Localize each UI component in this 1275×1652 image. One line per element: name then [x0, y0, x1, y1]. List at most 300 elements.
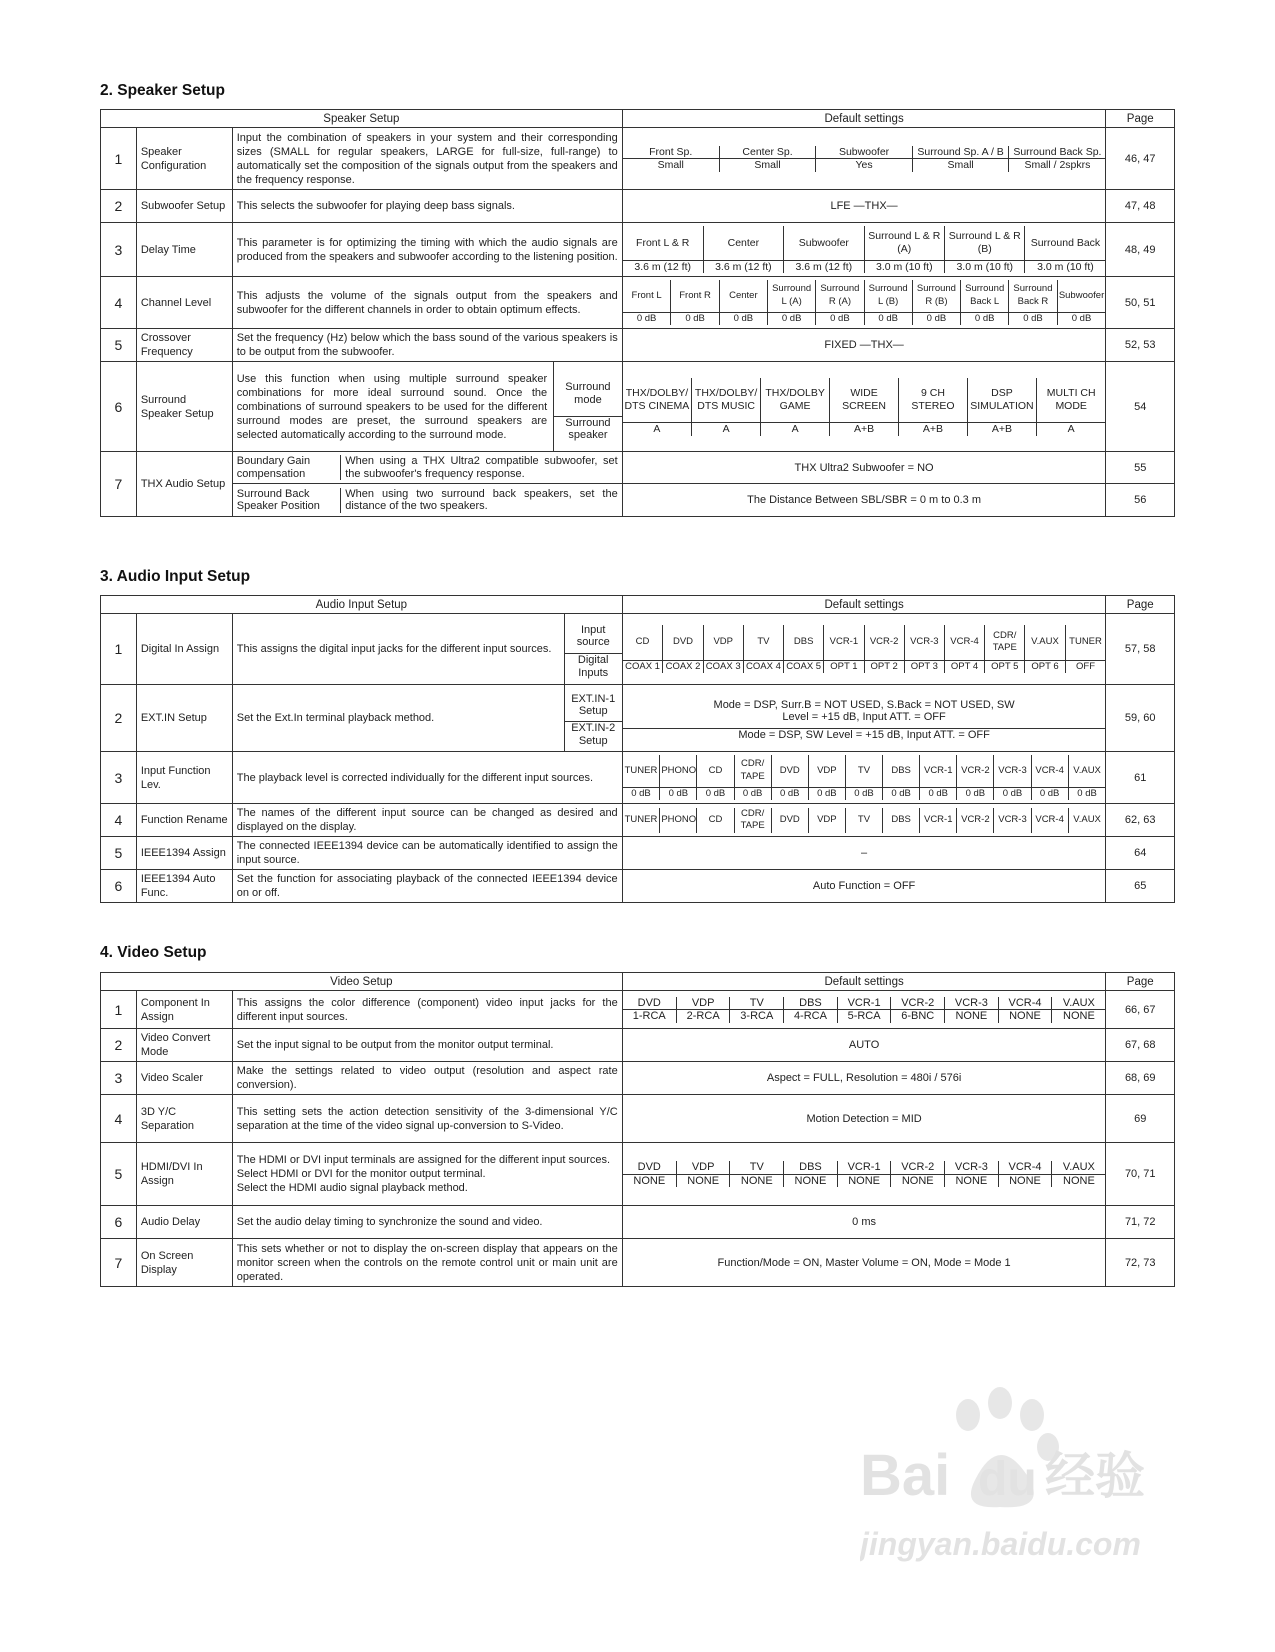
cell-value: NONE [837, 1174, 891, 1187]
video-setup-table [100, 972, 1175, 1287]
column-header: Front R [671, 280, 719, 312]
cell-value: 0 dB [808, 787, 845, 800]
header-page: Page [1106, 973, 1175, 991]
sub-label-ext-in-1: EXT.IN-1 Setup [571, 692, 616, 717]
cell-value: OPT 2 [864, 660, 904, 673]
row-number: 1 [101, 991, 137, 1029]
cell-value: 2-RCA [676, 1010, 730, 1023]
cell-value: Small [912, 159, 1009, 172]
column-header: TUNER [624, 764, 658, 776]
cell-value: NONE [1052, 1010, 1106, 1023]
cell-value: NONE [945, 1010, 999, 1023]
row-description: Input the combination of speakers in your system and their corresponding sizes (SMALL for regular speakers, LARGE for full-size, full-range) to automatically set the composition of the signals output from the speakers and the frequency response. [232, 128, 622, 190]
default-value: LFE —THX— [622, 190, 1106, 223]
default-settings [622, 223, 1106, 277]
column-header: CD [697, 755, 734, 787]
column-header: Surround L & R (B) [945, 226, 1025, 260]
column-header: VCR-2 [957, 808, 994, 833]
row-label: Delay Time [136, 223, 232, 277]
default-settings [622, 991, 1106, 1029]
page-ref: 52, 53 [1106, 329, 1175, 362]
row-number: 6 [101, 362, 137, 452]
row-label: IEEE1394 Assign [136, 837, 232, 870]
cell-value: COAX 1 [623, 660, 663, 673]
cell-value: A [623, 423, 692, 436]
cell-value: A+B [830, 423, 899, 436]
cell-value: 0 dB [771, 787, 808, 800]
page-ref: 70, 71 [1106, 1143, 1175, 1206]
cell-value: OPT 4 [944, 660, 984, 673]
watermark-cn: 经验 [1045, 1448, 1145, 1504]
column-header: VCR-1 [920, 755, 957, 787]
watermark-url: jingyan.baidu.com [860, 1526, 1141, 1562]
page-ref: 57, 58 [1106, 614, 1175, 685]
column-header: THX/DOLBY/ DTS MUSIC [692, 378, 761, 423]
column-header: VDP [703, 625, 743, 660]
default-value: Aspect = FULL, Resolution = 480i / 576i [622, 1062, 1106, 1095]
column-header: DVD [637, 996, 661, 1009]
cell-value: 0 dB [1009, 312, 1057, 325]
cell-value: OPT 6 [1025, 660, 1065, 673]
sub-label-ext-in-2: EXT.IN-2 Setup [565, 722, 622, 748]
column-header: PHONO [660, 755, 697, 787]
row-description: This assigns the digital input jacks for the different input sources. [232, 614, 564, 685]
cell-value: NONE [1052, 1174, 1106, 1187]
table-row [101, 1239, 1175, 1287]
cell-value: NONE [891, 1174, 945, 1187]
column-header: VCR-3 [904, 625, 944, 660]
sub-labels [564, 685, 622, 752]
cell-value: 0 dB [920, 787, 957, 800]
cell-value: A [761, 423, 830, 436]
header-defaults: Default settings [622, 973, 1106, 991]
default-settings [622, 277, 1106, 329]
column-header: VCR-1 [837, 1161, 891, 1174]
sub-row-surround-back-position [232, 484, 622, 517]
column-header: Surround Back R [1009, 280, 1057, 312]
column-header: DVD [771, 755, 808, 787]
table-row [101, 128, 1175, 190]
row-label: Surround Speaker Setup [136, 362, 232, 452]
row-description: Use this function when using multiple surround speaker combinations for more ideal surround sound. Once the combinations of surround speakers to be used for the different surround modes are preset, the surround speakers are selected automatically according to the surround mode. [232, 362, 553, 452]
table-header-row [101, 596, 1175, 614]
page-ref: 62, 63 [1106, 804, 1175, 837]
cell-value: OPT 5 [985, 660, 1025, 673]
row-description: This selects the subwoofer for playing deep bass signals. [232, 190, 622, 223]
column-header: CDR/ TAPE [985, 625, 1025, 660]
header-setup: Video Setup [101, 973, 623, 991]
cell-value: 0 dB [845, 787, 882, 800]
cell-value: 0 dB [697, 787, 734, 800]
column-header: V.AUX [1068, 808, 1105, 833]
row-description: The connected IEEE1394 device can be automatically identified to assign the input source. [232, 837, 622, 870]
cell-value: 3.6 m (12 ft) [703, 260, 783, 273]
page-ref: 72, 73 [1106, 1239, 1175, 1287]
watermark-brand-du: du [978, 1453, 1037, 1506]
watermark-brand: Bai [860, 1443, 951, 1508]
sub-row-boundary-gain [232, 452, 622, 484]
row-label: Component In Assign [136, 991, 232, 1029]
sub-description: When using two surround back speakers, set the distance of the two speakers. [341, 488, 622, 513]
column-header: DBS [784, 1161, 838, 1174]
audio-input-setup-table [100, 595, 1175, 903]
default-value: The Distance Between SBL/SBR = 0 m to 0.3 m [622, 484, 1106, 517]
table-row [101, 484, 1175, 517]
table-header-row [101, 973, 1175, 991]
column-header: TV [730, 1161, 784, 1174]
row-number: 2 [101, 1029, 137, 1062]
table-header-row [101, 110, 1175, 128]
default-settings [622, 685, 1106, 752]
cell-value: 0 dB [623, 312, 671, 325]
column-header: VCR-2 [864, 625, 904, 660]
row-number: 2 [101, 190, 137, 223]
column-header: TV [730, 997, 784, 1010]
column-header: Surround R (B) [912, 280, 960, 312]
row-number: 1 [101, 128, 137, 190]
header-page: Page [1106, 596, 1175, 614]
page-ref: 65 [1106, 870, 1175, 903]
cell-value: 0 dB [1031, 787, 1068, 800]
column-header: CDR/ TAPE [734, 808, 771, 833]
cell-value: 3.6 m (12 ft) [784, 260, 864, 273]
column-header: WIDE SCREEN [830, 378, 899, 423]
column-header: CDR/ TAPE [734, 755, 771, 787]
row-number: 3 [101, 752, 137, 804]
section-title-speaker-setup: 2. Speaker Setup [100, 82, 225, 99]
cell-value: NONE [730, 1174, 784, 1187]
column-header: VCR-2 [957, 755, 994, 787]
table-row [101, 804, 1175, 837]
cell-value: NONE [676, 1174, 730, 1187]
cell-value: 3.0 m (10 ft) [864, 260, 944, 273]
default-value: AUTO [622, 1029, 1106, 1062]
row-number: 6 [101, 870, 137, 903]
cell-value: COAX 5 [784, 660, 824, 673]
column-header: V.AUX [1052, 997, 1106, 1010]
sub-label-input-source: Input source [576, 623, 610, 648]
table-row [101, 614, 1175, 685]
column-header: DVD [771, 808, 808, 833]
row-number: 7 [101, 1239, 137, 1287]
row-description: This setting sets the action detection sensitivity of the 3-dimensional Y/C separation at the time of the video signal up-conversion to S-Video. [232, 1095, 622, 1143]
cell-value: 0 dB [957, 787, 994, 800]
row-number: 7 [101, 452, 137, 517]
table-row [101, 1062, 1175, 1095]
table-row [101, 1206, 1175, 1239]
row-number: 4 [101, 277, 137, 329]
page-ref: 50, 51 [1106, 277, 1175, 329]
default-settings [622, 128, 1106, 190]
row-label: THX Audio Setup [136, 452, 232, 517]
row-number: 1 [101, 614, 137, 685]
row-description: The playback level is corrected individually for the different input sources. [232, 752, 622, 804]
table-row [101, 362, 1175, 452]
default-value: Function/Mode = ON, Master Volume = ON, Mode = Mode 1 [622, 1239, 1106, 1287]
header-defaults: Default settings [622, 596, 1106, 614]
table-row [101, 685, 1175, 752]
row-description: This adjusts the volume of the signals output from the speakers and subwoofer for the different channels in order to obtain optimum effects. [232, 277, 622, 329]
row-label: Audio Delay [136, 1206, 232, 1239]
column-header: DBS [784, 997, 838, 1010]
column-header: Surround L (B) [864, 280, 912, 312]
table-row [101, 190, 1175, 223]
cell-value: 0 dB [768, 312, 816, 325]
header-page: Page [1106, 110, 1175, 128]
cell-value: OFF [1065, 660, 1105, 673]
cell-value: 0 dB [994, 787, 1031, 800]
column-header: Subwoofer [816, 146, 913, 159]
default-settings [622, 362, 1106, 452]
row-label: HDMI/DVI In Assign [136, 1143, 232, 1206]
cell-value: 3.6 m (12 ft) [623, 260, 703, 273]
page-ref: 48, 49 [1106, 223, 1175, 277]
cell-value: 6-BNC [891, 1010, 945, 1023]
cell-value: 0 dB [961, 312, 1009, 325]
column-header: Front Sp. [649, 145, 693, 158]
section-title-audio-input-setup: 3. Audio Input Setup [100, 568, 251, 585]
column-header: PHONO [660, 808, 697, 833]
row-number: 4 [101, 1095, 137, 1143]
column-header: DBS [784, 625, 824, 660]
cell-value: COAX 3 [703, 660, 743, 673]
speaker-setup-table [100, 109, 1175, 517]
column-header: DSP SIMULATION [967, 378, 1036, 423]
column-header: Center [719, 280, 767, 312]
default-settings [622, 804, 1106, 837]
column-header: V.AUX [1052, 1161, 1106, 1174]
column-header: VDP [808, 808, 845, 833]
default-settings [622, 1143, 1106, 1206]
default-settings [622, 752, 1106, 804]
section-title-video-setup: 4. Video Setup [100, 944, 207, 961]
column-header: VCR-3 [994, 808, 1031, 833]
default-value-ext-in-2: Mode = DSP, SW Level = +15 dB, Input ATT. = OFF [623, 728, 1106, 741]
sub-description: When using a THX Ultra2 compatible subwoofer, set the subwoofer's frequency response. [341, 455, 622, 480]
cell-value: OPT 3 [904, 660, 944, 673]
cell-value: Small [719, 159, 816, 172]
row-description [232, 1143, 622, 1206]
page-ref: 59, 60 [1106, 685, 1175, 752]
row-label: 3D Y/C Separation [136, 1095, 232, 1143]
column-header: Surround Back Sp. [1009, 146, 1106, 159]
column-header: VDP [808, 755, 845, 787]
default-value: Auto Function = OFF [622, 870, 1106, 903]
page-ref: 54 [1106, 362, 1175, 452]
column-header: VCR-3 [945, 1161, 999, 1174]
column-header: VCR-1 [824, 625, 864, 660]
table-row [101, 870, 1175, 903]
cell-value: NONE [784, 1174, 838, 1187]
column-header: VCR-4 [998, 997, 1052, 1010]
column-header: Surround Back L [961, 280, 1009, 312]
row-number: 5 [101, 1143, 137, 1206]
default-value: THX Ultra2 Subwoofer = NO [622, 452, 1106, 484]
default-value: 0 ms [622, 1206, 1106, 1239]
cell-value: Small [623, 159, 720, 172]
row-number: 5 [101, 837, 137, 870]
sub-labels [554, 362, 623, 452]
cell-value: 0 dB [660, 787, 697, 800]
table-row [101, 277, 1175, 329]
column-header: VCR-4 [1031, 808, 1068, 833]
column-header: VCR-2 [891, 997, 945, 1010]
row-description: This parameter is for optimizing the timing with which the audio signals are produced from the speakers and subwoofer according to the listening position. [232, 223, 622, 277]
cell-value: 0 dB [912, 312, 960, 325]
column-header: TV [743, 625, 783, 660]
column-header: VCR-2 [891, 1161, 945, 1174]
sub-label: Boundary Gain compensation [236, 455, 311, 480]
column-header: VCR-1 [920, 808, 957, 833]
row-number: 2 [101, 685, 137, 752]
row-description: Set the frequency (Hz) below which the bass sound of the various speakers is to be output from the subwoofer. [232, 329, 622, 362]
default-value: FIXED —THX— [622, 329, 1106, 362]
row-description: Set the audio delay timing to synchronize the sound and video. [232, 1206, 622, 1239]
default-settings [622, 614, 1106, 685]
column-header: Surround Sp. A / B [912, 146, 1009, 159]
column-header: VCR-3 [945, 997, 999, 1010]
column-header: DBS [883, 808, 920, 833]
page-ref: 64 [1106, 837, 1175, 870]
sub-label: Surround Back Speaker Position [236, 487, 320, 512]
cell-value: A+B [967, 423, 1036, 436]
column-header: Center Sp. [719, 146, 816, 159]
row-number: 3 [101, 1062, 137, 1095]
sub-labels [564, 614, 622, 685]
column-header: Subwoofer [784, 226, 864, 260]
column-header: THX/DOLBY/ DTS CINEMA [624, 387, 690, 412]
table-row [101, 991, 1175, 1029]
row-number: 5 [101, 329, 137, 362]
page-ref: 68, 69 [1106, 1062, 1175, 1095]
row-label: Speaker Configuration [136, 128, 232, 190]
page-ref: 55 [1106, 452, 1175, 484]
column-header: VDP [676, 1161, 730, 1174]
header-setup: Speaker Setup [101, 110, 623, 128]
column-header: Surround Back [1025, 226, 1105, 260]
column-header: Surround R (A) [816, 280, 864, 312]
column-header: TUNER [624, 813, 658, 825]
cell-value: NONE [623, 1174, 677, 1187]
column-header: Center [703, 226, 783, 260]
default-value-ext-in-1: Mode = DSP, Surr.B = NOT USED, S.Back = NOT USED, SW Level = +15 dB, Input ATT. = OFF [713, 698, 1015, 724]
cell-value: 0 dB [883, 787, 920, 800]
row-description: The names of the different input source can be changed as desired and displayed on the display. [232, 804, 622, 837]
cell-value: NONE [945, 1174, 999, 1187]
column-header: Front L [631, 289, 662, 301]
table-row [101, 329, 1175, 362]
cell-value: A [692, 423, 761, 436]
row-label: IEEE1394 Auto Func. [136, 870, 232, 903]
cell-value: 1-RCA [623, 1010, 677, 1023]
column-header: VCR-4 [944, 625, 984, 660]
row-label: Video Convert Mode [136, 1029, 232, 1062]
sub-label-digital-inputs: Digital Inputs [565, 654, 622, 680]
sub-label-surround-mode: Surround mode [565, 381, 611, 406]
row-description: Set the Ext.In terminal playback method. [232, 685, 564, 752]
description-line: Select HDMI or DVI for the monitor output terminal. [236, 1168, 486, 1180]
row-label: Function Rename [136, 804, 232, 837]
table-row [101, 1143, 1175, 1206]
column-header: V.AUX [1068, 755, 1105, 787]
row-label: Video Scaler [136, 1062, 232, 1095]
default-value: Motion Detection = MID [622, 1095, 1106, 1143]
row-number: 3 [101, 223, 137, 277]
row-description: Make the settings related to video output (resolution and aspect rate conversion). [232, 1062, 622, 1095]
cell-value: 3-RCA [730, 1010, 784, 1023]
baidu-watermark [860, 1385, 1160, 1590]
page-ref: 67, 68 [1106, 1029, 1175, 1062]
cell-value: 0 dB [816, 312, 864, 325]
cell-value: 0 dB [623, 787, 660, 800]
column-header: VDP [676, 997, 730, 1010]
description-line: Select the HDMI audio signal playback method. [236, 1182, 468, 1194]
row-label: Input Function Lev. [136, 752, 232, 804]
row-description: This assigns the color difference (component) video input jacks for the different input sources. [232, 991, 622, 1029]
cell-value: 0 dB [671, 312, 719, 325]
default-value: – [622, 837, 1106, 870]
cell-value: 0 dB [1068, 787, 1105, 800]
row-number: 6 [101, 1206, 137, 1239]
table-row [101, 837, 1175, 870]
cell-value: Small / 2spkrs [1009, 159, 1106, 172]
cell-value: Yes [816, 159, 913, 172]
cell-value: NONE [998, 1010, 1052, 1023]
column-header: VCR-4 [998, 1161, 1052, 1174]
column-header: Subwoofer [1057, 280, 1105, 312]
column-header: CD [635, 636, 650, 647]
column-header: 9 CH STEREO [899, 378, 968, 423]
cell-value: OPT 1 [824, 660, 864, 673]
table-row [101, 223, 1175, 277]
cell-value: 0 dB [734, 787, 771, 800]
column-header: THX/DOLBY GAME [761, 378, 830, 423]
table-row [101, 1029, 1175, 1062]
row-label: Crossover Frequency [136, 329, 232, 362]
page-ref: 47, 48 [1106, 190, 1175, 223]
column-header: TUNER [1065, 625, 1105, 660]
column-header: VCR-1 [837, 997, 891, 1010]
page-ref: 71, 72 [1106, 1206, 1175, 1239]
row-number: 4 [101, 804, 137, 837]
row-label: On Screen Display [136, 1239, 232, 1287]
row-description: This sets whether or not to display the on-screen display that appears on the monitor screen when the controls on the remote control unit or main unit are operated. [232, 1239, 622, 1287]
cell-value: COAX 2 [663, 660, 703, 673]
row-label: Subwoofer Setup [136, 190, 232, 223]
column-header: Surround L & R (A) [864, 226, 944, 260]
row-description: Set the function for associating playback of the connected IEEE1394 device on or off. [232, 870, 622, 903]
column-header: TV [845, 808, 882, 833]
column-header: MULTI CH MODE [1036, 378, 1105, 423]
column-header: VCR-4 [1031, 755, 1068, 787]
row-description: Set the input signal to be output from the monitor output terminal. [232, 1029, 622, 1062]
page-ref: 69 [1106, 1095, 1175, 1143]
cell-value: 3.0 m (10 ft) [1025, 260, 1105, 273]
row-label: Channel Level [136, 277, 232, 329]
cell-value: A+B [899, 423, 968, 436]
column-header: CD [697, 808, 734, 833]
cell-value: 0 dB [719, 312, 767, 325]
table-row [101, 452, 1175, 484]
page-ref: 66, 67 [1106, 991, 1175, 1029]
cell-value: NONE [998, 1174, 1052, 1187]
header-defaults: Default settings [622, 110, 1106, 128]
column-header: V.AUX [1025, 625, 1065, 660]
cell-value: A [1036, 423, 1105, 436]
cell-value: 0 dB [864, 312, 912, 325]
description-line: The HDMI or DVI input terminals are assigned for the different input sources. [236, 1154, 611, 1166]
sub-label-surround-speaker: Surround speaker [554, 416, 622, 442]
